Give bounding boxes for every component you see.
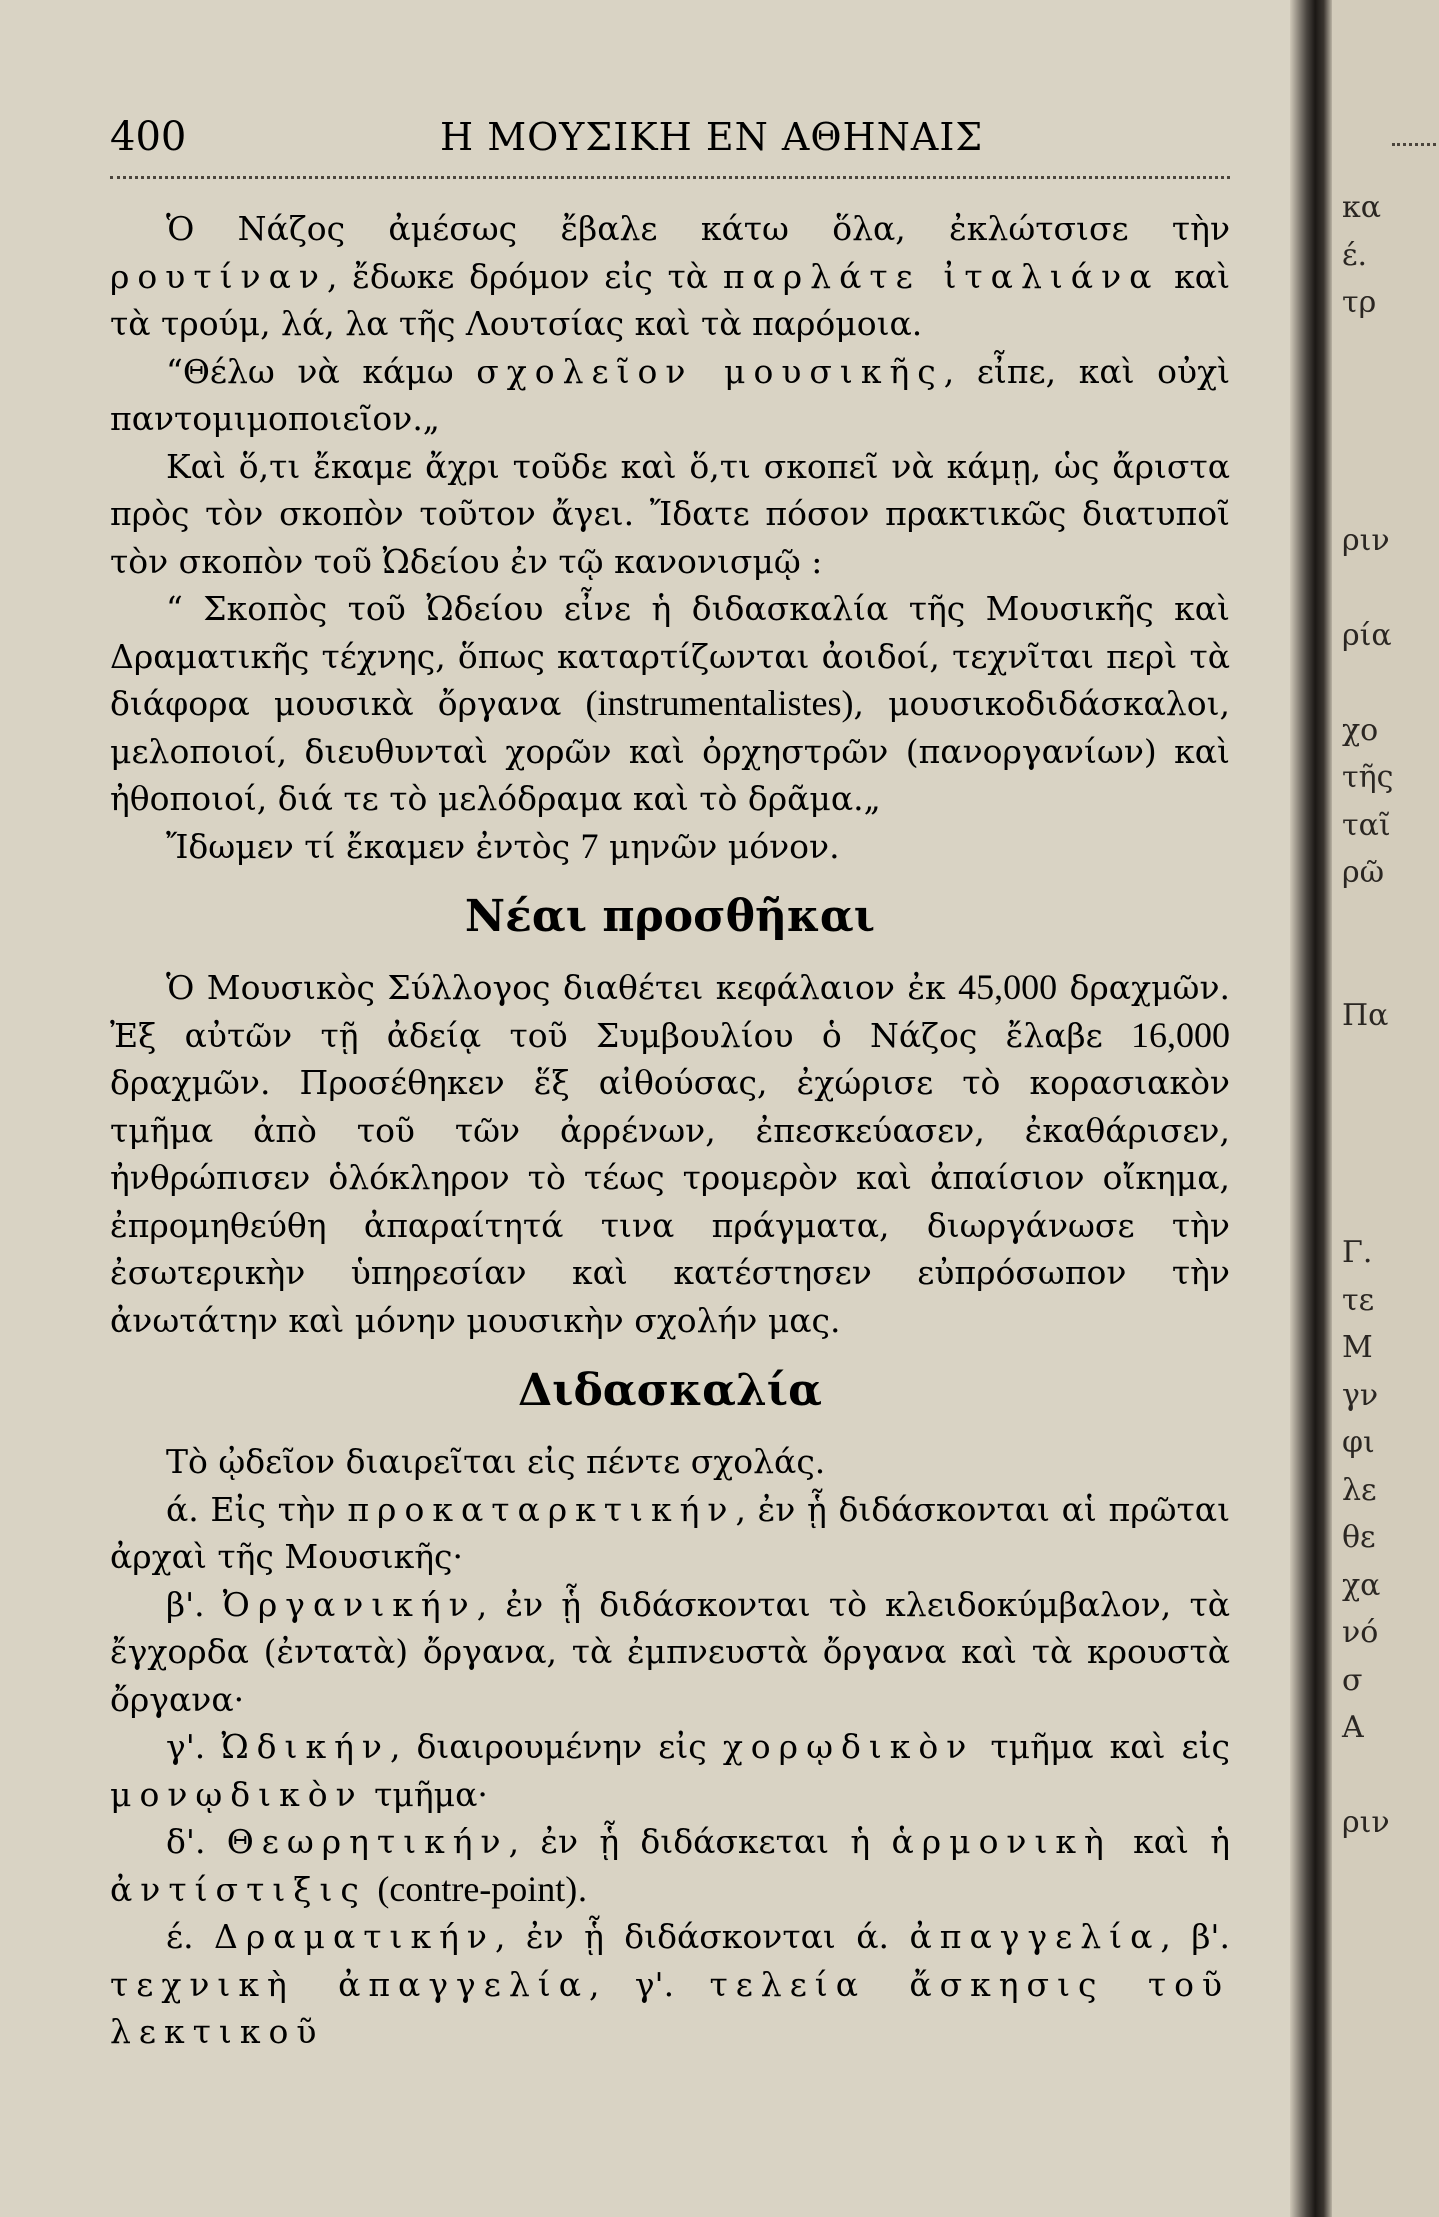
text-segment: ρουτίναν (110, 256, 327, 296)
page-header (110, 112, 1230, 162)
running-title: Η ΜΟΥΣΙΚΗ ΕΝ ΑΘΗΝΑΙΣ (440, 115, 984, 159)
text-segment: μηνῶν μόνον. (598, 826, 840, 866)
text-segment: , ἐν ᾗ διδάσκεται ἡ (508, 1822, 892, 1861)
text-segment: καὶ τὰ τρούμ, λά, λα τῆς Λουτσίας καὶ τὰ παρόμοια. (110, 256, 1231, 343)
adjacent-page-fragment: τῆς (1342, 760, 1394, 795)
adjacent-page-fragment: φι (1342, 1425, 1375, 1460)
text-segment: καὶ ἡ (1111, 1822, 1231, 1861)
text-segment: , ἔδωκε δρόμον εἰς τὰ (326, 256, 723, 296)
adjacent-page-fragment: γν (1342, 1377, 1379, 1413)
adjacent-page-fragment: Πα (1342, 997, 1389, 1033)
paragraph (110, 1913, 1230, 2056)
text-segment: , ἐν ᾗ διδάσκονται ά. (494, 1917, 910, 1956)
text-segment: Ὁ Μουσικὸς Σύλλογος διαθέτει κεφάλαιον ἐκ (166, 968, 959, 1007)
adjacent-page-fragment: Α (1342, 1710, 1364, 1745)
text-segment: Ἴδωμεν τί ἔκαμεν ἐντὸς (166, 826, 581, 866)
text-segment: ἀπαγγελία (909, 1917, 1161, 1956)
text-segment: Θεωρητικήν (226, 1822, 509, 1861)
page-number: 400 (110, 114, 187, 160)
paragraph (110, 348, 1230, 443)
text-segment: 7 (580, 825, 599, 866)
section-heading (110, 1360, 1230, 1422)
text-segment: “Θέλω νὰ κάμω (166, 351, 477, 391)
text-segment: , μουσικοδιδάσκαλοι, μελοποιοί, διευθυνταὶ χορῶν καὶ ὀρχηστρῶν (πανοργανίων) καὶ ἠθοποιοί, διά τε τὸ μελόδραμα καὶ τὸ δρᾶμα.„ (110, 684, 1231, 818)
text-segment: τμῆμα καὶ εἰς (974, 1727, 1230, 1766)
text-segment: ἁρμονικὴ (891, 1822, 1112, 1861)
text-segment: , διαιρουμένην εἰς (389, 1727, 723, 1766)
header-rule (110, 176, 1230, 179)
adjacent-page-fragment: χα (1342, 1567, 1381, 1603)
text-segment (367, 1870, 378, 1909)
text-segment: τελεία ἄσκησις τοῦ λεκτικοῦ (110, 1964, 1230, 2051)
text-segment: 16,000 (1131, 1014, 1230, 1055)
text-segment: , ἐν ᾗ διδάσκονται τὸ κλειδοκύμβαλον, τὰ ἔγχορδα (ἐντατὰ) ὄργανα, τὰ ἐμπνευστὰ ὄργανα καὶ τὰ κρουστὰ ὄργανα· (110, 1584, 1230, 1719)
adjacent-page-edge (1332, 0, 1439, 2217)
text-segment: , ἐν ᾗ διδάσκονται αἱ πρῶται ἀρχαὶ τῆς Μουσικῆς· (110, 1489, 1231, 1576)
adjacent-header-rule (1392, 143, 1439, 146)
paragraph (110, 1486, 1230, 1581)
adjacent-page-fragment: ριν (1342, 522, 1390, 558)
paragraph (110, 1438, 1230, 1486)
adjacent-page-fragment: νό (1342, 1615, 1379, 1650)
text-segment: δραχμῶν. Ἐξ αὐτῶν τῇ ἀδείᾳ τοῦ Συμβουλίου ὁ Νάζος ἔλαβε (110, 968, 1230, 1055)
paragraph (110, 205, 1230, 348)
adjacent-page-fragment: τε (1342, 1282, 1375, 1318)
text-segment: παρλάτε ἰταλιάνα (722, 256, 1160, 296)
text-segment: έ. (166, 1917, 215, 1956)
paragraph (110, 1818, 1230, 1913)
text-segment: Ὁ Νάζος ἀμέσως ἔβαλε κάτω ὅλα, ἐκλώτσισε τὴν (166, 209, 1230, 248)
text-segment: (instrumentalistes) (585, 683, 854, 723)
text-segment: μονῳδικὸν (110, 1774, 364, 1814)
text-segment: Διδασκαλία (518, 1365, 822, 1416)
adjacent-page-fragment: τρ (1342, 285, 1377, 320)
text-segment: “ Σκοπὸς τοῦ Ὠδείου εἶνε ἡ διδασκαλία τῆς Μουσικῆς καὶ Δραματικῆς τέχνης, ὅπως καταρτίζωνται ἀοιδοί, τεχνῖται περὶ τὰ διάφορα μουσικὰ ὄργανα (110, 589, 1230, 723)
adjacent-page-fragment: λε (1342, 1472, 1377, 1508)
paragraph (110, 1581, 1230, 1724)
text-segment: γ'. (166, 1727, 222, 1766)
section-heading (110, 886, 1230, 948)
text-segment: ά. Εἰς τὴν (166, 1489, 348, 1529)
text-segment: ἀντίστιξις (110, 1869, 367, 1909)
adjacent-page-fragment: θε (1342, 1520, 1376, 1555)
paragraph (110, 964, 1230, 1344)
text-segment: (contre-point) (377, 1868, 578, 1909)
text-segment: . (577, 1869, 588, 1909)
paragraph (110, 1723, 1230, 1818)
body-text (110, 205, 1230, 2056)
text-segment: 45,000 (958, 967, 1058, 1007)
adjacent-page-fragment: σ (1342, 1662, 1363, 1698)
text-segment: β'. (166, 1584, 223, 1624)
adjacent-page-fragment: κα (1342, 190, 1382, 225)
text-segment: , εἶπε, καὶ οὐχὶ παντομιμοποιεῖον.„ (110, 351, 1231, 438)
text-segment: τμῆμα· (363, 1774, 488, 1814)
adjacent-page-fragment: Γ. (1342, 1235, 1373, 1270)
text-segment: Δραματικήν (214, 1917, 495, 1956)
paragraph (110, 585, 1230, 823)
text-segment: τεχνικὴ ἀπαγγελία (110, 1964, 590, 2004)
text-segment: σχολεῖον μουσικῆς (476, 351, 944, 391)
adjacent-page-fragment: ρῶ (1342, 855, 1385, 890)
paragraph (110, 823, 1230, 871)
adjacent-page-fragment: ταῖ (1342, 807, 1391, 843)
paragraph (110, 443, 1230, 586)
adjacent-page-fragment: Μ (1342, 1330, 1373, 1365)
adjacent-page-fragment: ρία (1342, 617, 1392, 653)
adjacent-page-fragment: ριν (1342, 1805, 1390, 1840)
text-segment: , γ'. (589, 1964, 710, 2004)
text-segment: προκαταρκτικήν (347, 1489, 736, 1529)
text-segment: Καὶ ὅ,τι ἔκαμε ἄχρι τοῦδε καὶ ὅ,τι σκοπεῖ νὰ κάμῃ, ὡς ἄριστα πρὸς τὸν σκοπὸν τοῦτον ἄγει. Ἴδατε πόσον πρακτικῶς διατυποῖ τὸν σκοπὸν τοῦ Ὠδείου ἐν τῷ κανονισμῷ : (110, 446, 1230, 581)
text-segment: χορῳδικὸν (722, 1727, 975, 1766)
adjacent-page-fragment: έ. (1342, 237, 1368, 273)
adjacent-page-fragment: χο (1342, 712, 1379, 748)
text-segment: δραχμῶν. Προσέθηκεν ἕξ αἰθούσας, ἐχώρισε τὸ κορασιακὸν τμῆμα ἀπὸ τοῦ τῶν ἀρρένων, ἐπεσκεύασεν, ἐκαθάρισεν, ἠνθρώπισεν ὁλόκληρον τὸ τέως τρομερὸν καὶ ἀπαίσιον οἴκημα, ἐπρομηθεύθη ἀπαραίτητά τινα πράγματα, διωργάνωσε τὴν ἐσωτερικὴν ὑπηρεσίαν καὶ κατέστησεν εὐπρόσωπον τὴν ἀνωτάτην καὶ μόνην μουσικὴν σχολήν μας. (110, 1063, 1230, 1340)
text-segment: , β'. (1160, 1917, 1230, 1956)
text-segment: Τὸ ᾠδεῖον διαιρεῖται εἰς πέντε σχολάς. (166, 1442, 826, 1481)
book-gutter (1290, 0, 1332, 2217)
text-segment: Νέαι προσθῆκαι (464, 891, 876, 942)
text-segment: Ὀργανικήν (222, 1584, 477, 1624)
text-segment: δ'. (166, 1822, 227, 1861)
text-segment: Ὠδικήν (221, 1727, 390, 1766)
